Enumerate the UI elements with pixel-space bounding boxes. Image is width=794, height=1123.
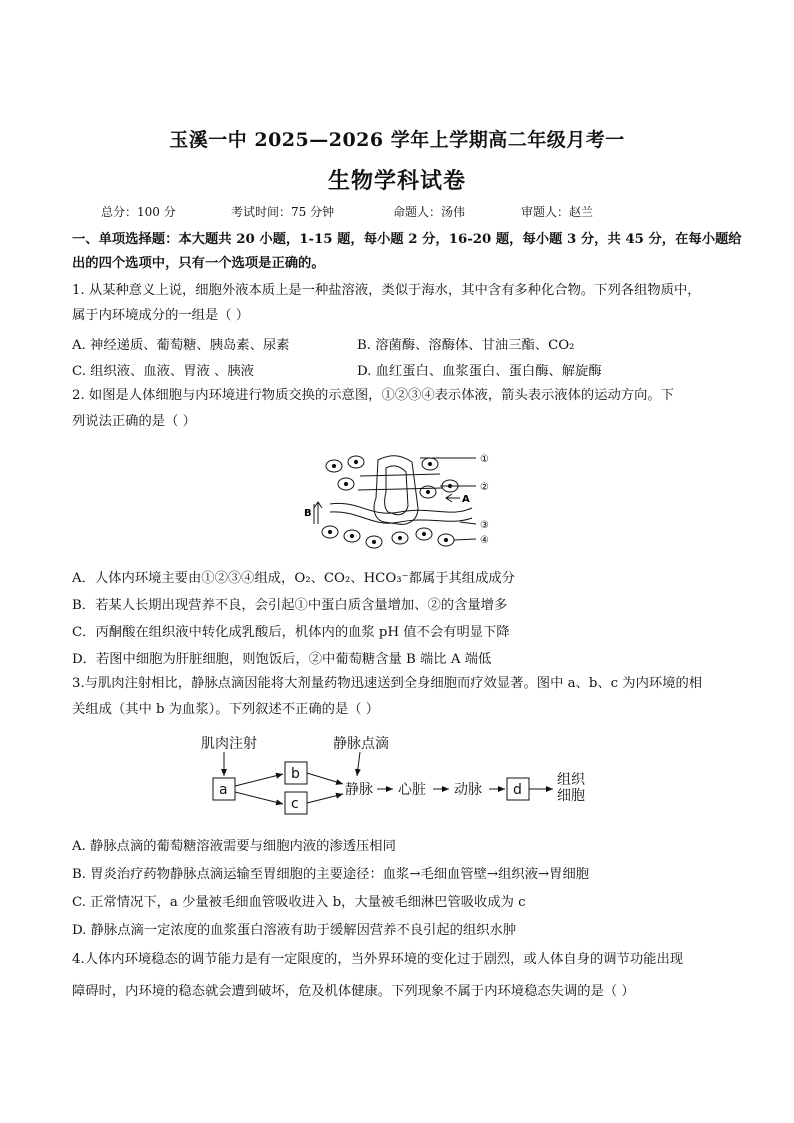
q2-option-a: A．人体内环境主要由①②③④组成，O₂、CO₂、HCO₃⁻都属于其组成成分	[72, 571, 515, 586]
q2-option-c: C．丙酮酸在组织液中转化成乳酸后，机体内的血浆 pH 值不会有明显下降	[72, 625, 510, 640]
figure-label-2: ②	[480, 482, 489, 493]
section-heading-cont: 出的四个选项中，只有一个选项是正确的。	[72, 256, 325, 271]
q1-option-b: B. 溶菌酶、溶酶体、甘油三酯、CO₂	[357, 338, 575, 353]
tissue-label-1: 组织	[557, 772, 585, 788]
figure-label-1: ①	[480, 454, 489, 465]
q3-stem: 3.与肌肉注射相比，静脉点滴因能将大剂量药物迅速送到全身细胞而疗效显著。图中 a、b、c 为内环境的相	[72, 676, 703, 691]
q3-option-b: B. 胃炎治疗药物静脉点滴运输至胃细胞的主要途径：血浆→毛细血管壁→组织液→胃细胞	[72, 867, 590, 882]
q2-stem: 2. 如图是人体细胞与内环境进行物质交换的示意图，①②③④表示体液，箭头表示液体的运动方向。下	[72, 388, 674, 403]
artery-label: 动脉	[454, 782, 482, 798]
q4-stem-cont: 障碍时，内环境的稳态就会遭到破坏，危及机体健康。下列现象不属于内环境稳态失调的是（ ）	[72, 984, 635, 999]
q2-stem-cont: 列说法正确的是（ ）	[72, 414, 196, 429]
section-heading: 一、单项选择题：本大题共 20 小题，1-15 题，每小题 2 分，16-20 题，每小题 3 分，共 45 分，在每小题给	[72, 232, 742, 247]
q2-option-d: D．若图中细胞为肝脏细胞，则饱饭后，②中葡萄糖含量 B 端比 A 端低	[72, 652, 492, 667]
q3-option-a: A. 静脉点滴的葡萄糖溶液需要与细胞内液的渗透压相同	[72, 839, 396, 854]
vein-label: 静脉	[345, 782, 373, 798]
q1-option-c: C. 组织液、血液、胃液 、胰液	[72, 364, 254, 379]
drug-route-diagram	[195, 732, 605, 820]
exam-author: 命题人：汤伟	[393, 205, 466, 219]
total-score: 总分：100 分	[101, 205, 176, 219]
q4-stem: 4.人体内环境稳态的调节能力是有一定限度的，当外界环境的变化过于剧烈，或人体自身的调节功能出现	[72, 952, 684, 967]
figure-label-3: ③	[480, 520, 489, 531]
figure-label-a: A	[462, 494, 470, 505]
q3-option-d: D. 静脉点滴一定浓度的血浆蛋白溶液有助于缓解因营养不良引起的组织水肿	[72, 923, 517, 938]
q1-stem: 1. 从某种意义上说，细胞外液本质上是一种盐溶液，类似于海水，其中含有多种化合物。下列各组物质中，	[72, 283, 701, 298]
exam-reviewer: 审题人：赵兰	[521, 205, 594, 219]
q3-option-c: C. 正常情况下，a 少量被毛细血管吸收进入 b，大量被毛细淋巴管吸收成为 c	[72, 895, 526, 910]
intramuscular-label: 肌肉注射	[201, 736, 257, 752]
exam-time: 考试时间：75 分钟	[231, 205, 335, 219]
box-d-label: d	[513, 782, 522, 798]
heart-label: 心脏	[398, 782, 426, 798]
box-c-label: c	[291, 796, 299, 812]
box-b-label: b	[291, 766, 300, 782]
box-a-label: a	[219, 782, 228, 798]
exam-subtitle: 生物学科试卷	[327, 168, 466, 194]
q1-option-a: A. 神经递质、葡萄糖、胰岛素、尿素	[72, 338, 290, 353]
cell-exchange-figure	[300, 448, 500, 554]
exam-title: 玉溪一中 2025—2026 学年上学期高二年级月考一	[169, 129, 625, 151]
figure-label-4: ④	[480, 535, 489, 546]
q1-option-d: D. 血红蛋白、血浆蛋白、蛋白酶、解旋酶	[357, 364, 602, 379]
q3-stem-cont: 关组成（其中 b 为血浆）。下列叙述不正确的是（ ）	[72, 702, 380, 717]
tissue-label-2: 细胞	[557, 788, 585, 804]
iv-drip-label: 静脉点滴	[333, 736, 389, 752]
figure-label-b: B	[304, 508, 312, 519]
q1-stem-cont: 属于内环境成分的一组是（ ）	[72, 308, 250, 323]
q2-option-b: B．若某人长期出现营养不良，会引起①中蛋白质含量增加、②的含量增多	[72, 598, 508, 613]
